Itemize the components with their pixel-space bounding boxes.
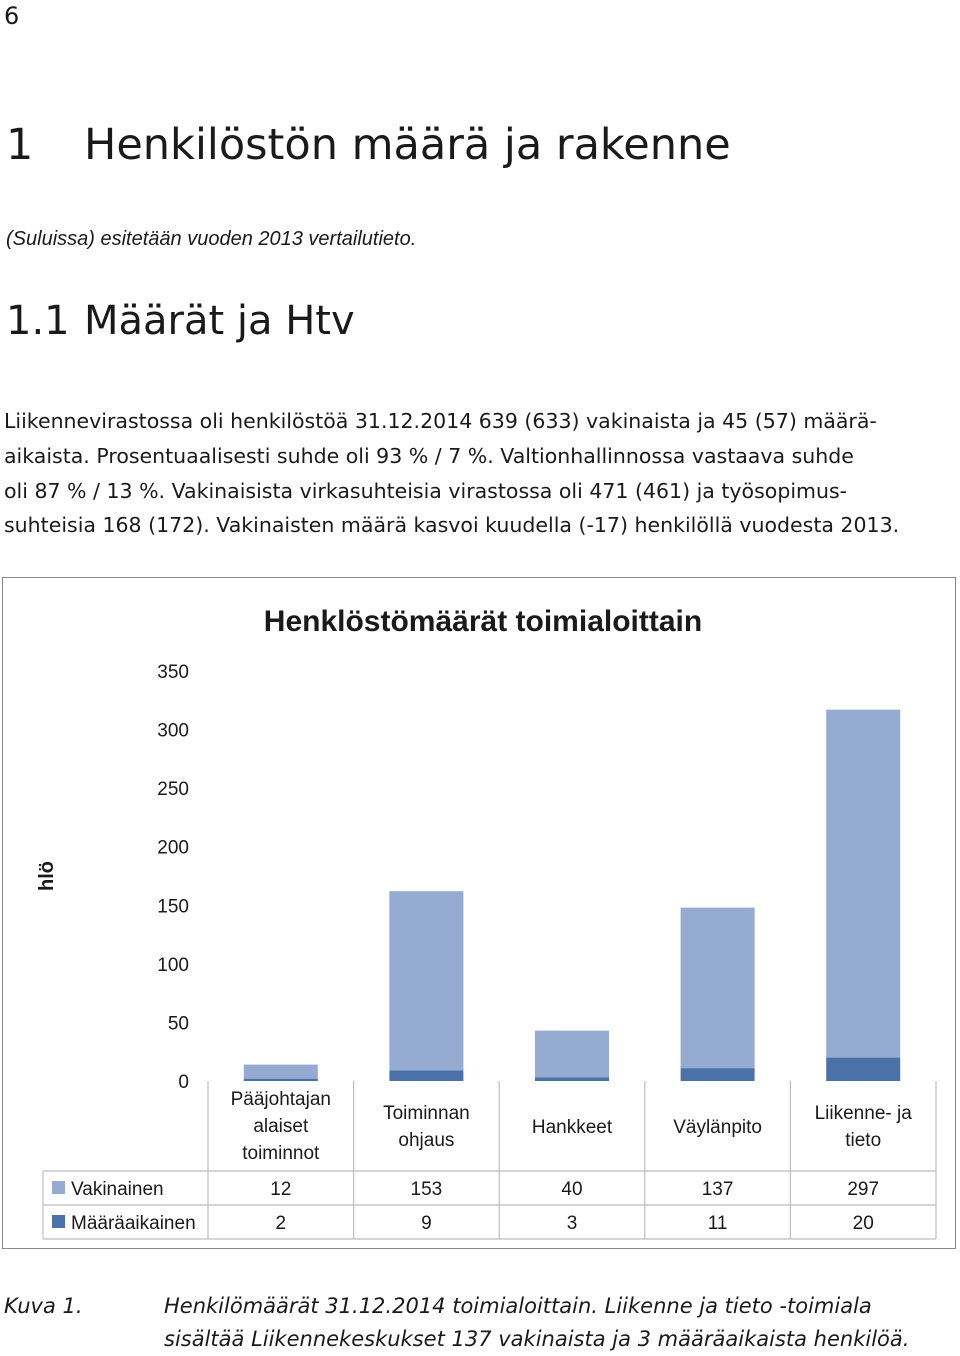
y-tick-label: 350: [157, 662, 189, 683]
category-label: ohjaus: [398, 1130, 455, 1151]
category-label: Toiminnan: [383, 1103, 470, 1124]
section-number: 1: [6, 120, 34, 170]
caption-line: sisältää Liikennekeskukset 137 vakinaista ja 3 määräaikaista henkilöä.: [164, 1327, 910, 1351]
legend-label: Määräaikainen: [71, 1213, 196, 1234]
table-value: 297: [847, 1179, 880, 1200]
chart-frame: [2, 577, 956, 1249]
y-tick-label: 300: [157, 720, 189, 742]
table-value: 40: [561, 1179, 583, 1200]
y-tick-label: 100: [157, 954, 189, 976]
table-value: 2: [275, 1213, 287, 1234]
section-heading: [6, 120, 731, 170]
subsection-number: 1.1: [6, 298, 70, 344]
y-axis-label: hlö: [36, 861, 58, 891]
bar-määräaikainen: [535, 1077, 609, 1081]
paragraph-line: suhteisia 168 (172). Vakinaisten määrä kasvoi kuudella (-17) henkilöllä vuodesta 2013.: [4, 513, 900, 538]
y-tick-label: 0: [178, 1072, 189, 1093]
caption-text: [164, 1290, 909, 1356]
legend-swatch-vakinainen: [52, 1181, 65, 1194]
table-value: 153: [410, 1179, 443, 1200]
subsection-title: Määrät ja Htv: [84, 298, 355, 344]
caption-label: Kuva 1.: [4, 1294, 83, 1318]
bar-vakinainen: [535, 1031, 609, 1078]
bar-vakinainen: [244, 1065, 318, 1079]
table-value: 12: [270, 1179, 292, 1200]
staffing-bar-chart: [3, 578, 957, 1250]
y-tick-label: 50: [167, 1013, 189, 1035]
table-value: 137: [701, 1179, 734, 1200]
paragraph-line: aikaista. Prosentuaalisesti suhde oli 93 % / 7 %. Valtionhallinnossa vastaava suhde: [4, 443, 854, 468]
category-label: toiminnot: [242, 1143, 320, 1164]
page-number: 6: [4, 2, 20, 30]
table-value: 9: [421, 1213, 432, 1234]
bar-määräaikainen: [681, 1068, 755, 1081]
body-paragraph: [4, 404, 960, 543]
category-label: alaiset: [253, 1116, 309, 1137]
y-tick-label: 150: [157, 896, 189, 918]
category-label: Hankkeet: [531, 1117, 613, 1138]
chart-title: Henklöstömäärät toimialoittain: [263, 605, 703, 638]
paragraph-line: Liikennevirastossa oli henkilöstöä 31.12.2014 639 (633) vakinaista ja 45 (57) määrä-: [4, 409, 877, 433]
subsection-heading: [6, 298, 355, 344]
table-value: 20: [852, 1213, 874, 1234]
bar-määräaikainen: [826, 1058, 900, 1081]
legend-label: Vakinainen: [71, 1179, 164, 1200]
bar-määräaikainen: [389, 1070, 463, 1081]
bar-määräaikainen: [244, 1079, 318, 1081]
y-tick-label: 200: [157, 837, 189, 859]
y-tick-label: 250: [157, 779, 189, 801]
table-value: 3: [566, 1213, 578, 1234]
category-label: Pääjohtajan: [230, 1089, 331, 1110]
legend-swatch-määräaikainen: [52, 1215, 65, 1228]
caption-line: Henkilömäärät 31.12.2014 toimialoittain. Liikenne ja tieto -toimiala: [164, 1294, 872, 1318]
section-title: Henkilöstön määrä ja rakenne: [84, 120, 731, 170]
category-label: Väylänpito: [673, 1117, 762, 1138]
category-label: tieto: [845, 1130, 882, 1151]
paragraph-line: oli 87 % / 13 %. Vakinaisista virkasuhteisia virastossa oli 471 (461) ja työsopimus-: [4, 478, 848, 503]
comparison-note: (Suluissa) esitetään vuoden 2013 vertailutieto.: [6, 228, 417, 250]
bar-vakinainen: [826, 710, 900, 1058]
bar-vakinainen: [681, 908, 755, 1068]
table-value: 11: [707, 1213, 728, 1234]
bar-vakinainen: [389, 891, 463, 1070]
category-label: Liikenne- ja: [814, 1103, 912, 1124]
